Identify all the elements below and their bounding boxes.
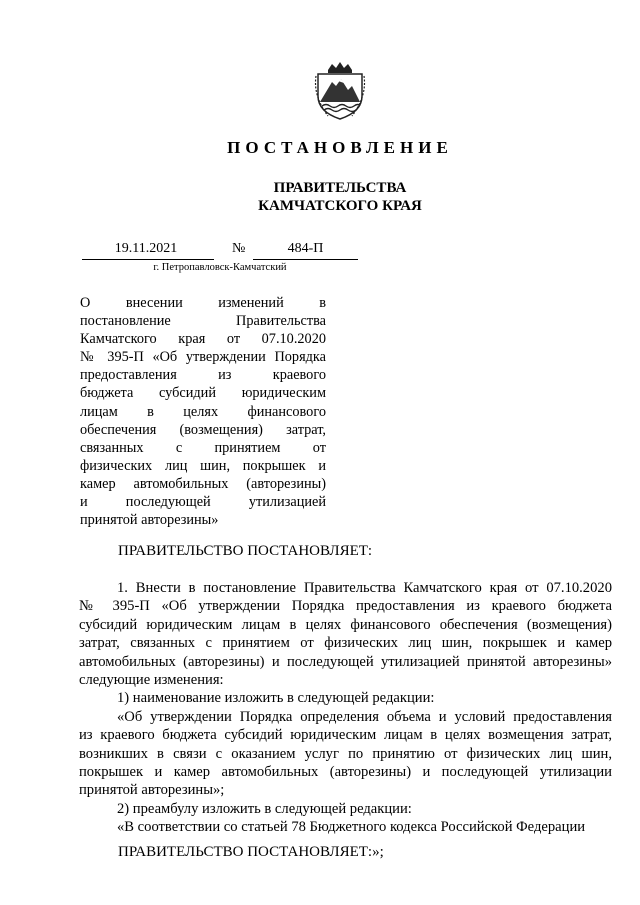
subject-line: лицам в целях финансового xyxy=(80,403,326,420)
document-subject xyxy=(80,294,326,529)
decree-heading-quoted: ПРАВИТЕЛЬСТВО ПОСТАНОВЛЯЕТ:»; xyxy=(118,844,384,860)
body-line: «Об утверждении Порядка определения объема и условий предоставления xyxy=(117,708,612,725)
body-line: № 395-П «Об утверждении Порядка предоставления из краевого бюджета xyxy=(79,598,612,615)
number-sign: № xyxy=(232,241,246,256)
date-underline xyxy=(82,259,214,260)
body-line: следующие изменения: xyxy=(79,672,224,689)
body-line: субсидий юридическим лицам в целях финансового обеспечения (возмещения) xyxy=(79,616,612,633)
subject-line: камер автомобильных (авторезины) xyxy=(80,475,326,492)
body-line: затрат, связанных с принятием от физических лиц шин, покрышек и камер xyxy=(79,635,612,652)
coat-of-arms-icon xyxy=(314,62,366,120)
subject-line: предоставления из краевого xyxy=(80,367,326,384)
body-line: 2) преамбулу изложить в следующей редакции: xyxy=(117,800,412,817)
subject-line: № 395-П «Об утверждении Порядка xyxy=(80,349,326,366)
body-line: возникших в связи с оказанием услуг по принятию от физических лиц шин, xyxy=(79,745,612,762)
issuer-line-1: ПРАВИТЕЛЬСТВА xyxy=(273,180,407,196)
subject-line: связанных с принятием от xyxy=(80,439,326,456)
subject-line: О внесении изменений в xyxy=(80,295,326,311)
body-line: автомобильных (авторезины) и последующей утилизацией принятой авторезины» xyxy=(79,653,612,670)
document-date: 19.11.2021 xyxy=(114,241,178,256)
subject-line: физических лиц шин, покрышек и xyxy=(80,457,326,474)
subject-line: принятой авторезины» xyxy=(80,512,219,529)
decree-heading: ПРАВИТЕЛЬСТВО ПОСТАНОВЛЯЕТ: xyxy=(118,543,373,559)
subject-line: Камчатского края от 07.10.2020 xyxy=(80,331,326,348)
document-place: г. Петропавловск-Камчатский xyxy=(153,262,287,273)
body-line: «В соответствии со статьей 78 Бюджетного кодекса Российской Федерации xyxy=(117,819,586,836)
decree-body xyxy=(79,579,612,837)
number-underline xyxy=(253,259,358,260)
subject-line: постановление Правительства xyxy=(80,313,326,330)
body-line: 1. Внести в постановление Правительства Камчатского края от 07.10.2020 xyxy=(117,580,612,596)
date-number-row xyxy=(82,241,358,261)
subject-line: бюджета субсидий юридическим xyxy=(80,385,326,402)
body-line: принятой авторезины»; xyxy=(79,782,225,799)
body-line: покрышек и камер автомобильных (авторезины) и последующей утилизации xyxy=(79,764,612,781)
issuer-line-2: КАМЧАТСКОГО КРАЯ xyxy=(258,198,422,214)
body-line: 1) наименование изложить в следующей редакции: xyxy=(117,690,435,707)
subject-line: обеспечения (возмещения) затрат, xyxy=(80,421,326,438)
subject-line: и последующей утилизацией xyxy=(80,494,326,511)
body-line: из краевого бюджета субсидий юридическим лицам в целях возмещения затрат, xyxy=(79,727,612,744)
document-type-title: ПОСТАНОВЛЕНИЕ xyxy=(227,138,453,157)
document-number: 484-П xyxy=(287,241,324,256)
